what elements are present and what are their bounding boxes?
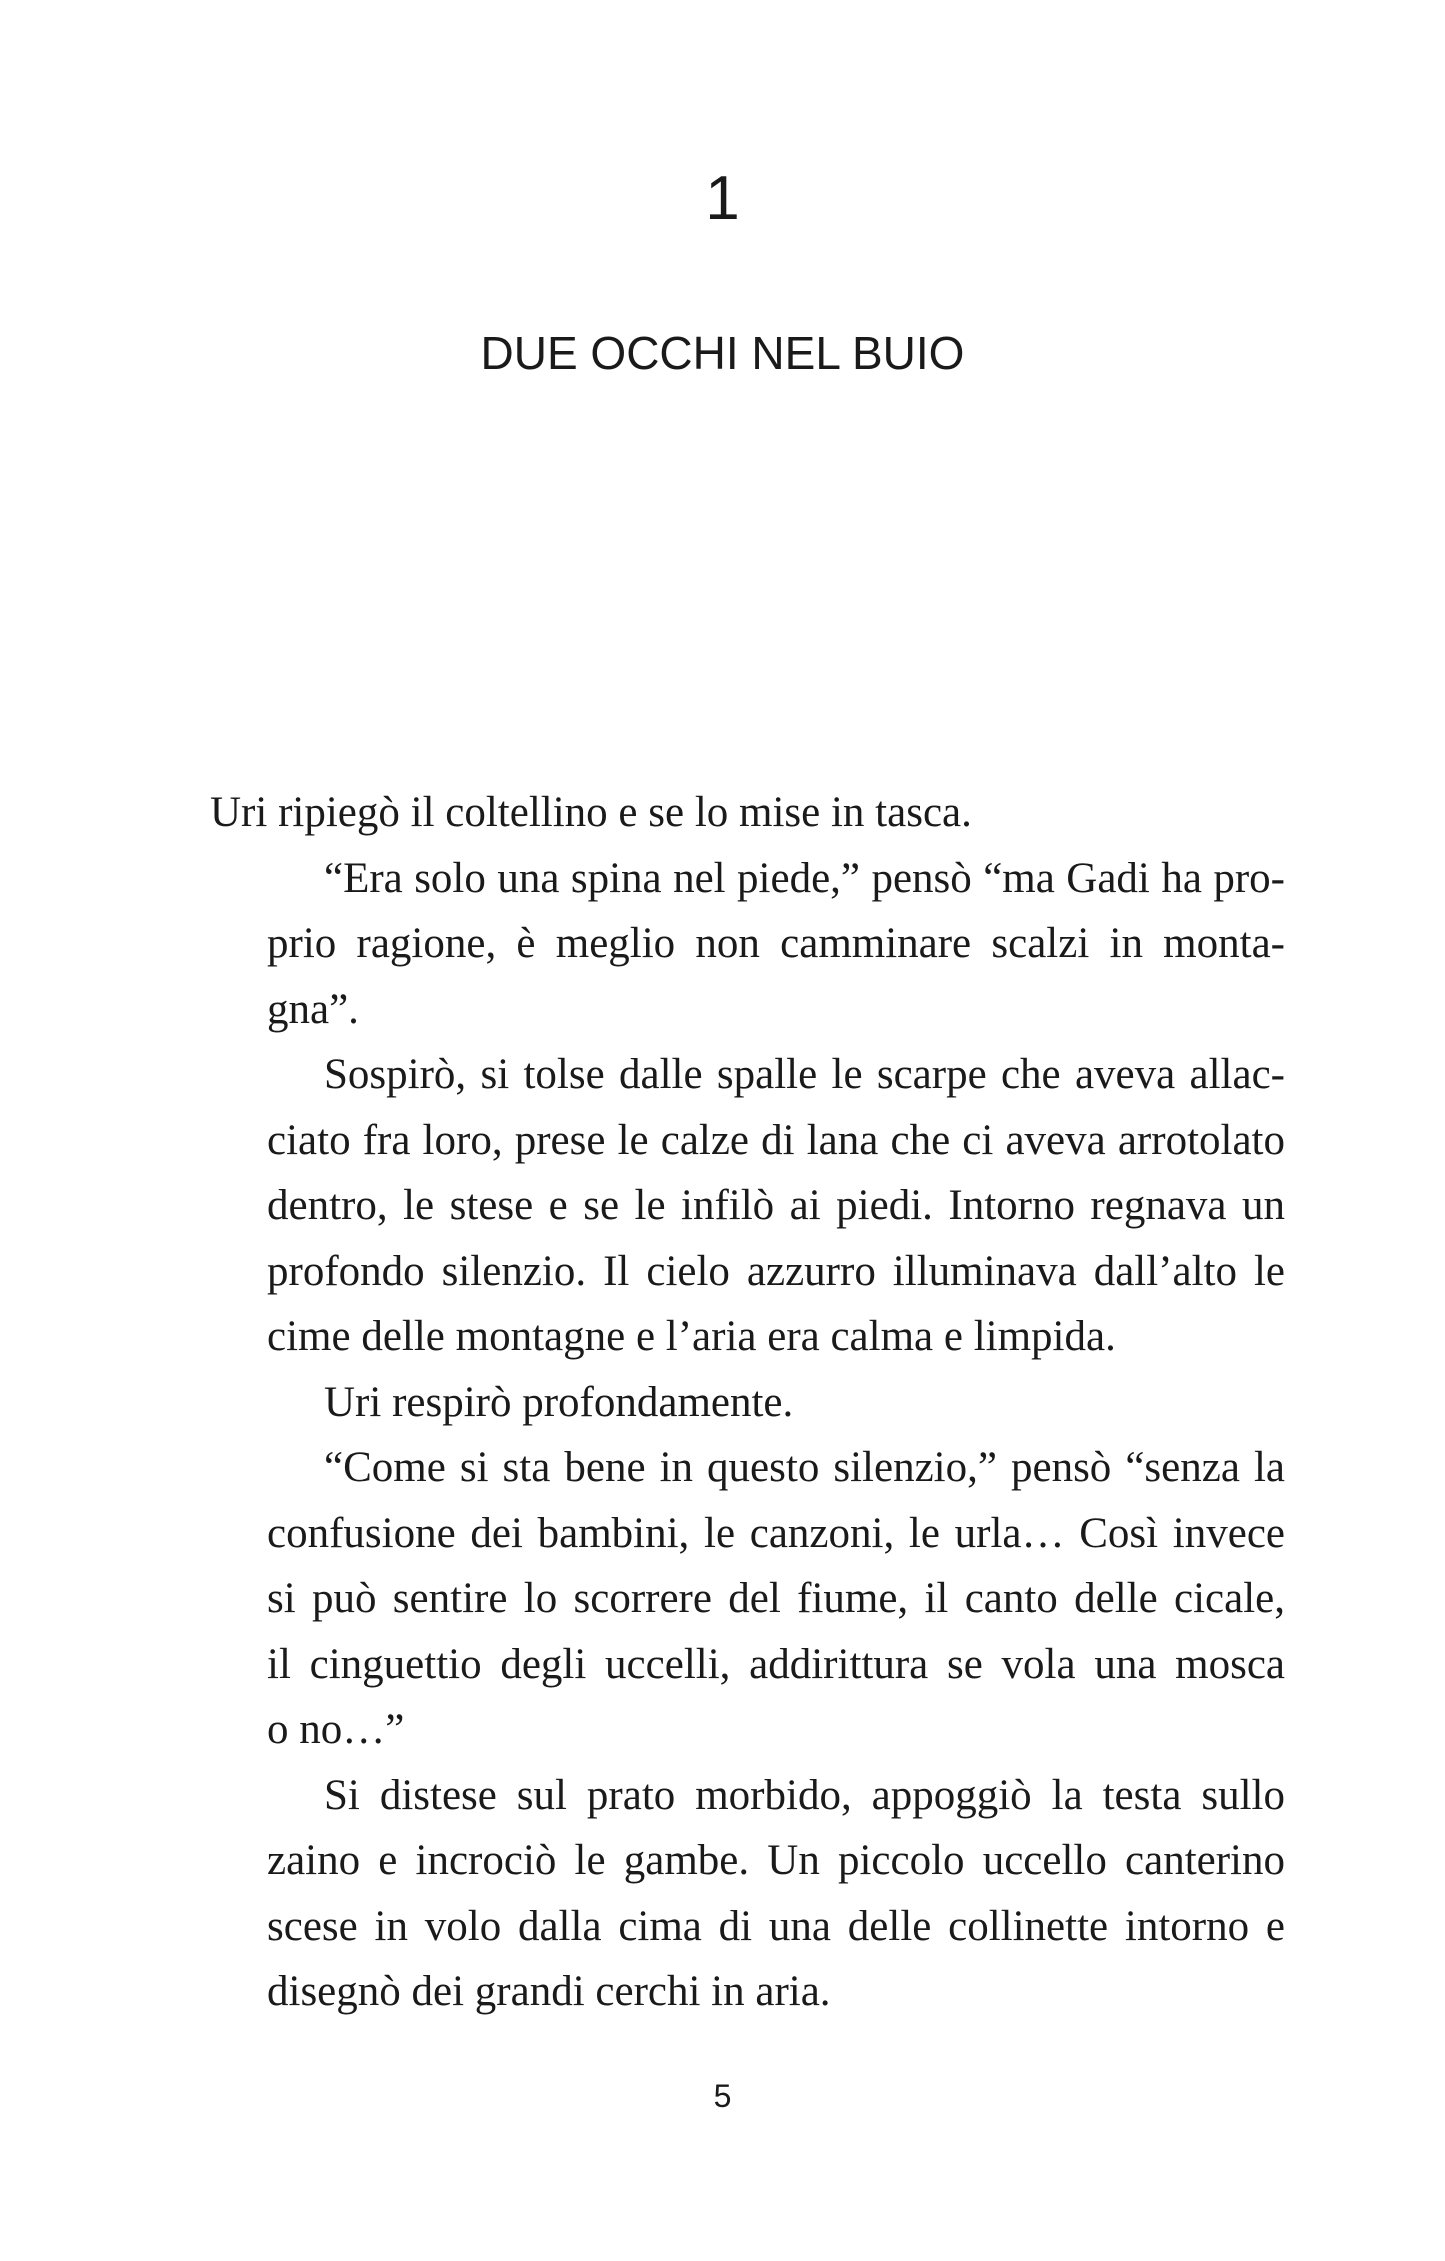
paragraph-2 — [210, 846, 1285, 1043]
text-line: Si distese sul prato morbido, appoggiò la testa sullo — [324, 1771, 1285, 1819]
paragraph-6 — [210, 1763, 1285, 2025]
paragraph-4 — [210, 1370, 1285, 1436]
text-line: zaino e incrociò le gambe. Un piccolo uccello canterino — [267, 1837, 1285, 1884]
text-line: “Come si sta bene in questo silenzio,” pensò “senza la — [324, 1444, 1285, 1491]
chapter-number: 1 — [705, 164, 740, 233]
text-line: Sospirò, si tolse dalle spalle le scarpe che aveva allac- — [324, 1051, 1285, 1098]
text-line: ciato fra loro, prese le calze di lana che ci aveva arrotolato — [267, 1116, 1285, 1164]
text-line: dentro, le stese e se le infilò ai piedi. Intorno regnava un — [267, 1182, 1285, 1229]
text-line: Uri respirò profondamente. — [324, 1378, 794, 1426]
text-line: prio ragione, è meglio non camminare scalzi in monta- — [267, 920, 1285, 967]
text-line: cime delle montagne e l’aria era calma e limpida. — [267, 1313, 1116, 1360]
chapter-title: DUE OCCHI NEL BUIO — [480, 327, 965, 379]
text-line: gna”. — [267, 985, 359, 1033]
body-text — [210, 780, 1285, 2025]
text-line: o no…” — [267, 1706, 405, 1753]
text-line: scese in volo dalla cima di una delle collinette intorno e — [267, 1902, 1285, 1950]
paragraph-5 — [210, 1435, 1285, 1763]
paragraph-1 — [210, 780, 1285, 846]
text-line: il cinguettio degli uccelli, addirittura se vola una mosca — [267, 1640, 1285, 1688]
page-number: 5 — [713, 2078, 732, 2114]
text-line: profondo silenzio. Il cielo azzurro illuminava dall’alto le — [267, 1247, 1285, 1295]
text-line: Uri ripiegò il coltellino e se lo mise in tasca. — [210, 789, 972, 836]
text-line: “Era solo una spina nel piede,” pensò “ma Gadi ha pro- — [324, 854, 1285, 902]
paragraph-3 — [210, 1042, 1285, 1370]
text-line: confusione dei bambini, le canzoni, le urla… Così invece — [267, 1509, 1285, 1557]
text-line: si può sentire lo scorrere del fiume, il canto delle cicale, — [267, 1575, 1285, 1622]
text-line: disegnò dei grandi cerchi in aria. — [267, 1968, 831, 2015]
